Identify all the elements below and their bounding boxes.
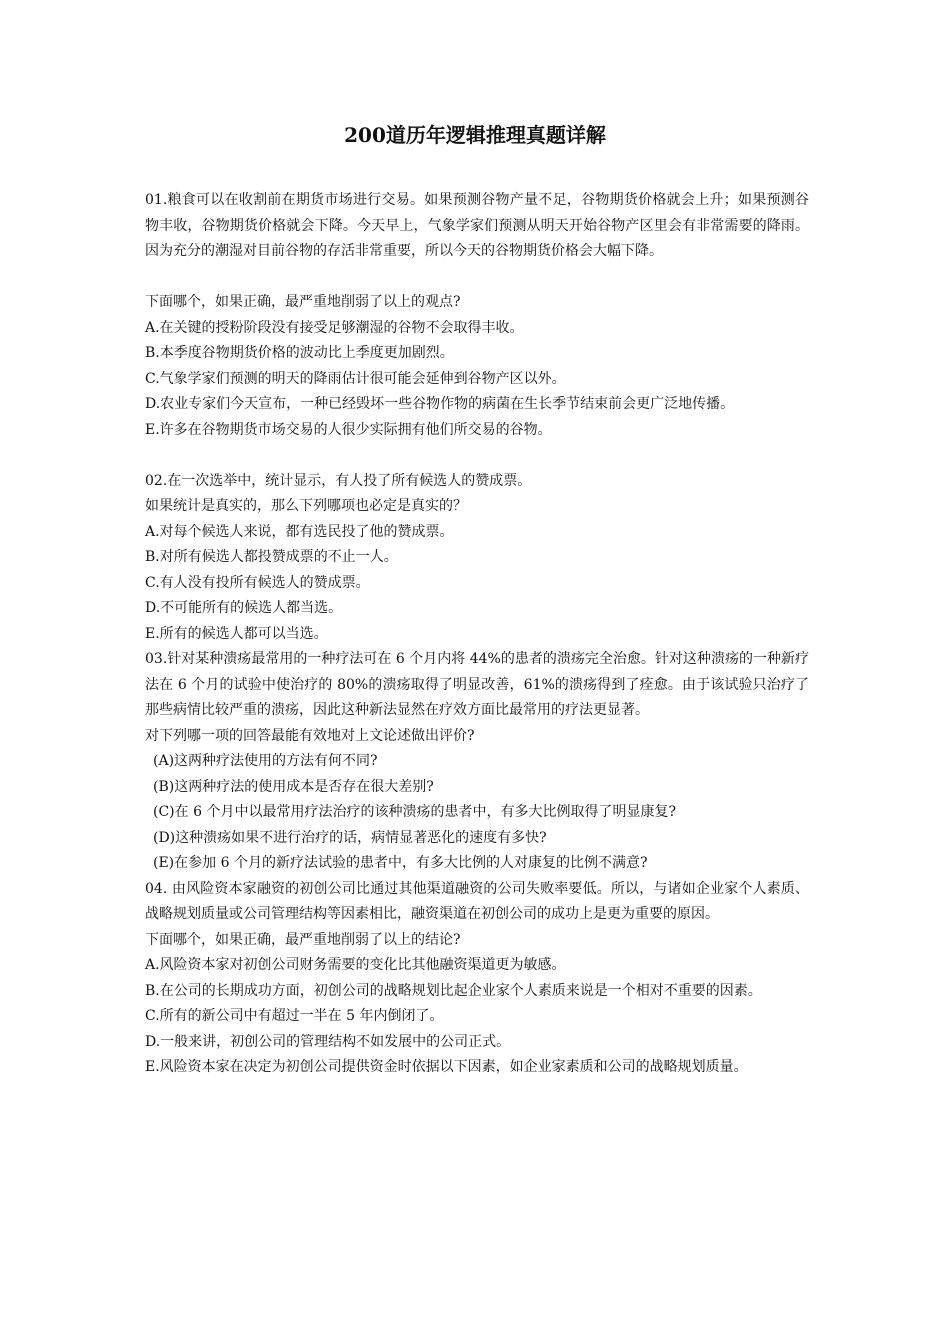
answer-option-c: C.所有的新公司中有超过一半在 5 年内倒闭了。 [145, 1008, 444, 1024]
answer-option-b: (B)这两种疗法的使用成本是否存在很大差别? [153, 778, 434, 795]
question-stem: 04. 由风险资本家融资的初创公司比通过其他渠道融资的公司失败率要低。所以，与诸如企业家个人素质、战略规划质量或公司管理结构等因素相比，融资渠道在初创公司的成功上是更为重要的原因。 [145, 880, 809, 922]
question-stem: 03.针对某种溃疡最常用的一种疗法可在 6 个月内将 44%的患者的溃疡完全治愈。针对这种溃疡的一种新疗法在 6 个月的试验中使治疗的 80%的溃疡取得了明显改善，61%的溃疡得到了痊愈。由于该试验只治疗了那些病情比较严重的溃疡，因此这种新法显然在疗效方面比最常用的疗法更显著。 [145, 651, 809, 718]
answer-option-d: (D)这种溃疡如果不进行治疗的话，病情显著恶化的速度有多快? [153, 829, 547, 846]
document-body [145, 188, 809, 1081]
answer-option-c: (C)在 6 个月中以最常用疗法治疗的该种溃疡的患者中，有多大比例取得了明显康复? [153, 804, 676, 820]
question-stem: 01.粮食可以在收割前在期货市场进行交易。如果预测谷物产量不足，谷物期货价格就会上升；如果预测谷物丰收，谷物期货价格就会下降。今天早上，气象学家们预测从明天开始谷物产区里会有非常需要的降雨。因为充分的潮湿对目前谷物的存活非常重要，所以今天的谷物期货价格会大幅下降。 [145, 192, 809, 259]
paragraph-gap [145, 265, 809, 291]
paragraph-gap [145, 443, 809, 469]
answer-option-d: D.农业专家们今天宣布，一种已经毁坏一些谷物作物的病菌在生长季节结束前会更广泛地传播。 [145, 396, 735, 412]
answer-option-a: (A)这两种疗法使用的方法有何不同? [153, 753, 378, 769]
question-prompt: 下面哪个，如果正确，最严重地削弱了以上的观点? [145, 294, 461, 310]
answer-option-c: C.气象学家们预测的明天的降雨估计很可能会延伸到谷物产区以外。 [145, 370, 566, 387]
answer-option-d: D.一般来讲，初创公司的管理结构不如发展中的公司正式。 [145, 1033, 511, 1050]
answer-option-d: D.不可能所有的候选人都当选。 [145, 600, 343, 616]
answer-option-b: B.本季度谷物期货价格的波动比上季度更加剧烈。 [145, 345, 454, 361]
answer-option-c: C.有人没有投所有候选人的赞成票。 [145, 574, 370, 591]
question-03 [145, 647, 809, 877]
question-01 [145, 188, 809, 443]
question-02 [145, 469, 809, 648]
question-prompt: 对下列哪一项的回答最能有效地对上文论述做出评价? [145, 727, 475, 744]
answer-option-a: A.风险资本家对初创公司财务需要的变化比其他融资渠道更为敏感。 [145, 957, 566, 973]
question-prompt: 下面哪个，如果正确，最严重地削弱了以上的结论? [145, 931, 461, 948]
answer-option-a: A.对每个候选人来说，都有选民投了他的赞成票。 [145, 523, 454, 540]
answer-option-e: (E)在参加 6 个月的新疗法试验的患者中，有多大比例的人对康复的比例不满意? [153, 855, 648, 871]
question-stem: 02.在一次选举中，统计显示，有人投了所有候选人的赞成票。 [145, 472, 532, 489]
answer-option-a: A.在关键的授粉阶段没有接受足够潮湿的谷物不会取得丰收。 [145, 319, 524, 336]
question-04 [145, 877, 809, 1081]
document-title: 200道历年逻辑推理真题详解 [344, 123, 606, 147]
answer-option-b: B.对所有候选人都投赞成票的不止一人。 [145, 549, 398, 565]
answer-option-b: B.在公司的长期成功方面，初创公司的战略规划比起企业家个人素质来说是一个相对不重要的因素。 [145, 982, 762, 999]
answer-option-e: E.许多在谷物期货市场交易的人很少实际拥有他们所交易的谷物。 [145, 421, 552, 438]
question-prompt: 如果统计是真实的，那么下列哪项也必定是真实的？ [145, 498, 467, 514]
answer-option-e: E.所有的候选人都可以当选。 [145, 625, 328, 642]
answer-option-e: E.风险资本家在决定为初创公司提供资金时依据以下因素，如企业家素质和公司的战略规划质量。 [145, 1059, 748, 1075]
